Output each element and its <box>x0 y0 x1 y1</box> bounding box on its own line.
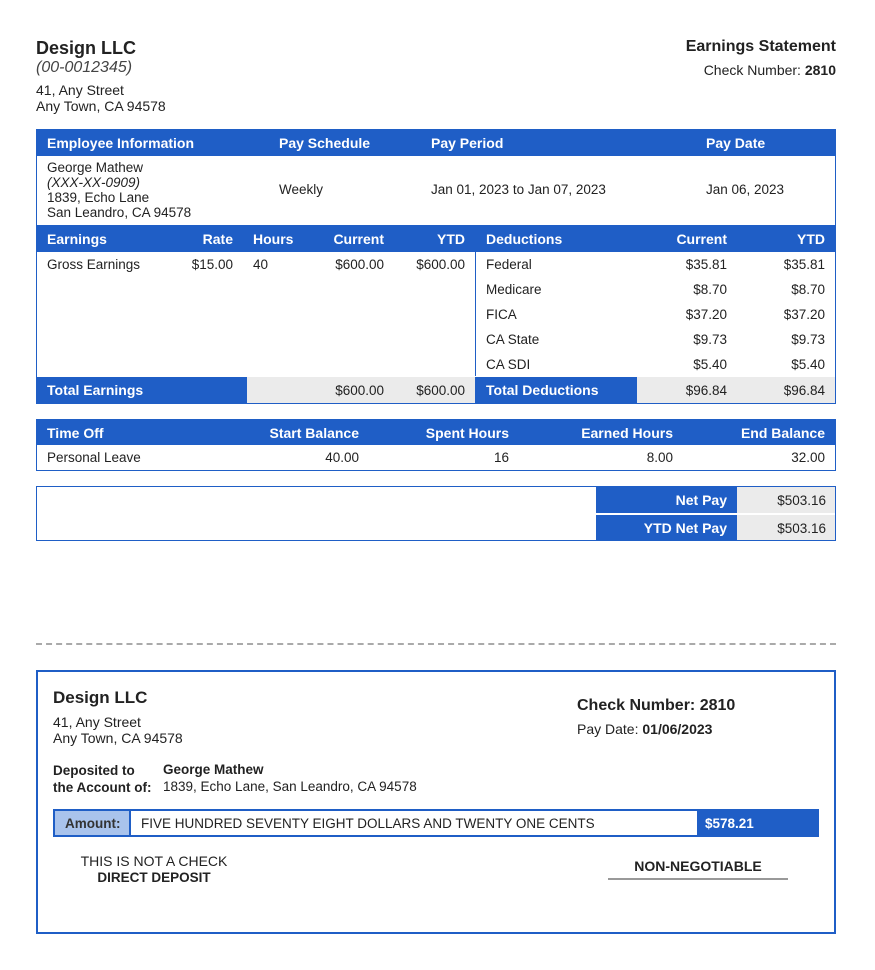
deduction-ytd: $9.73 <box>791 332 825 347</box>
statement-title: Earnings Statement <box>685 38 836 55</box>
deduction-name: CA SDI <box>486 357 531 372</box>
time-off-header <box>37 420 835 445</box>
deduction-current: $8.70 <box>693 282 727 297</box>
total-earnings-label: Total Earnings <box>47 382 144 398</box>
payee-address: 1839, Echo Lane, San Leandro, CA 94578 <box>163 779 417 794</box>
earnings-deductions-header <box>37 225 835 252</box>
check-number-heading: Check Number: 2810 <box>577 697 736 714</box>
total-deductions-values <box>637 377 835 403</box>
employee-address-line1: 1839, Echo Lane <box>47 190 150 205</box>
earnings-rate: $15.00 <box>191 257 233 272</box>
total-earnings-ytd: $600.00 <box>416 383 465 398</box>
signature-line <box>608 878 788 880</box>
deduction-ytd: $5.40 <box>791 357 825 372</box>
amount-value-cell <box>697 811 817 835</box>
pay-date-value: Jan 06, 2023 <box>706 182 785 197</box>
deduction-name: CA State <box>486 332 540 347</box>
earnings-hours: 40 <box>253 257 269 272</box>
header-pay-schedule: Pay Schedule <box>279 135 371 151</box>
net-pay-label: Net Pay <box>675 492 727 508</box>
time-off-end: 32.00 <box>791 450 825 465</box>
deduction-current: $37.20 <box>685 307 727 322</box>
earnings-ytd: $600.00 <box>416 257 465 272</box>
amount-words: FIVE HUNDRED SEVENTY EIGHT DOLLARS AND TWENTY ONE CENTS <box>141 816 595 831</box>
deduction-current: $9.73 <box>693 332 727 347</box>
deduction-name: FICA <box>486 307 517 322</box>
deposited-to-label-line1: Deposited to <box>53 763 135 778</box>
net-pay-label-cell <box>596 487 737 513</box>
header-rate: Rate <box>202 231 233 247</box>
company-address-line2: Any Town, CA 94578 <box>36 98 166 114</box>
check-company-address-line2: Any Town, CA 94578 <box>53 730 183 746</box>
ytd-net-pay-label-cell <box>596 515 737 540</box>
check-pay-date-value: 01/06/2023 <box>642 721 713 737</box>
non-negotiable-text: NON-NEGOTIABLE <box>634 858 762 874</box>
check-company-address-line1: 41, Any Street <box>53 714 141 730</box>
header-hours: Hours <box>253 231 294 247</box>
ytd-net-pay-value-cell <box>737 515 835 540</box>
header-end-balance: End Balance <box>740 425 825 441</box>
company-name: Design LLC <box>36 38 137 58</box>
header-earnings-current: Current <box>333 231 384 247</box>
header-start-balance: Start Balance <box>269 425 359 441</box>
ytd-net-pay-value: $503.16 <box>777 521 826 536</box>
direct-deposit-text: DIRECT DEPOSIT <box>97 870 211 885</box>
net-pay-value-cell <box>737 487 835 513</box>
deposited-to-label-line2: the Account of: <box>53 780 152 795</box>
header-deductions-current: Current <box>676 231 727 247</box>
deduction-current: $5.40 <box>693 357 727 372</box>
deduction-name: Medicare <box>486 282 542 297</box>
earnings-current: $600.00 <box>335 257 384 272</box>
header-pay-date: Pay Date <box>706 135 766 151</box>
deduction-ytd: $8.70 <box>791 282 825 297</box>
tear-line <box>36 643 836 645</box>
totals-row <box>37 377 835 403</box>
header-earned-hours: Earned Hours <box>581 425 673 441</box>
time-off-spent: 16 <box>493 450 509 465</box>
earnings-deductions-table <box>36 225 836 404</box>
header-time-off: Time Off <box>47 425 104 441</box>
time-off-earned: 8.00 <box>646 450 673 465</box>
total-earnings-values <box>247 377 475 403</box>
company-id: (00-0012345) <box>36 59 133 76</box>
deposited-to-label <box>53 762 152 796</box>
header-deductions-ytd: YTD <box>797 231 825 247</box>
amount-value: $578.21 <box>705 816 754 831</box>
time-off-name: Personal Leave <box>47 450 141 465</box>
statement-check-number <box>704 62 836 78</box>
earnings-name: Gross Earnings <box>47 257 141 272</box>
total-deductions-label: Total Deductions <box>486 382 599 398</box>
pay-schedule-value: Weekly <box>279 182 324 197</box>
header-employee-info: Employee Information <box>47 135 195 151</box>
header-pay-period: Pay Period <box>431 135 504 151</box>
amount-bar <box>53 809 819 837</box>
header-earnings-ytd: YTD <box>437 231 465 247</box>
employee-table-header <box>37 130 835 156</box>
payee-name: George Mathew <box>163 762 264 777</box>
net-pay-box <box>36 486 836 541</box>
time-off-start: 40.00 <box>325 450 359 465</box>
check-number-label: Check Number: <box>703 62 801 78</box>
deduction-ytd: $37.20 <box>783 307 825 322</box>
employee-name: George Mathew <box>47 160 144 175</box>
check-pay-date <box>577 721 712 737</box>
check-pay-date-label: Pay Date: <box>577 721 639 737</box>
total-deductions-ytd: $96.84 <box>783 383 825 398</box>
header-deductions: Deductions <box>486 231 563 247</box>
check-stub <box>36 670 836 934</box>
amount-label: Amount: <box>65 816 121 831</box>
deduction-current: $35.81 <box>685 257 727 272</box>
deduction-ytd: $35.81 <box>783 257 825 272</box>
total-deductions-label-cell <box>476 377 637 403</box>
net-pay-value: $503.16 <box>777 493 826 508</box>
employee-ssn: (XXX-XX-0909) <box>47 175 141 190</box>
check-number-value: 2810 <box>804 62 836 78</box>
employee-address-line2: San Leandro, CA 94578 <box>47 205 192 220</box>
total-deductions-current: $96.84 <box>685 383 727 398</box>
pay-period-value: Jan 01, 2023 to Jan 07, 2023 <box>431 182 606 197</box>
employee-table <box>36 129 836 226</box>
total-earnings-label-cell <box>37 377 247 403</box>
header-earnings: Earnings <box>47 231 107 247</box>
not-a-check-text: THIS IS NOT A CHECK <box>80 853 228 869</box>
time-off-table <box>36 419 836 471</box>
company-address-line1: 41, Any Street <box>36 82 124 98</box>
amount-label-cell <box>55 811 131 835</box>
deduction-name: Federal <box>486 257 532 272</box>
total-earnings-current: $600.00 <box>335 383 384 398</box>
ytd-net-pay-label: YTD Net Pay <box>643 520 727 536</box>
check-company-name: Design LLC <box>53 688 148 707</box>
header-spent-hours: Spent Hours <box>425 425 509 441</box>
